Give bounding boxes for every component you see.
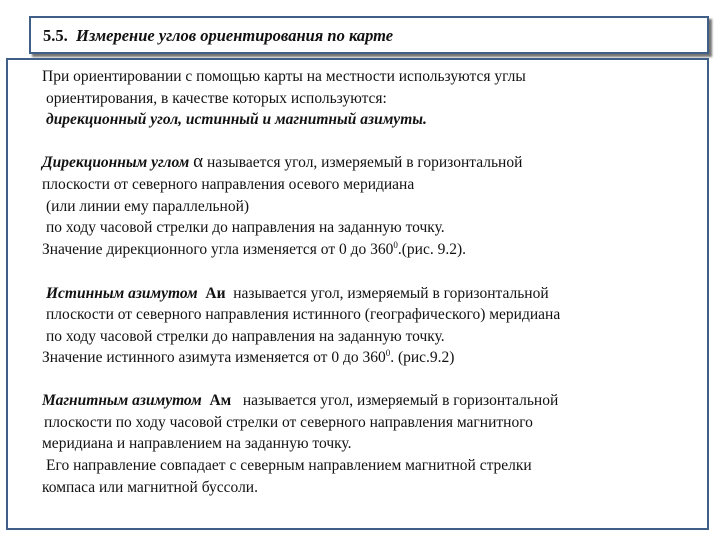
alpha-symbol: α [193,151,204,172]
true-azimuth-fig-ref: . (рис.9.2) [390,349,455,366]
section-title-text: Измерение углов ориентирования по карте [76,26,394,45]
degree-sup: 0 [385,348,391,358]
directional-line-5 [42,241,466,259]
true-azimuth-term: Истинным азимутом [46,285,198,302]
intro-line-1: При ориентировании с помощью карты на местности используются углы [42,68,526,85]
magnetic-azimuth-line-1 [42,392,558,410]
magnetic-azimuth-line-1-rest: называется угол, измеряемый в горизонтальной [242,392,559,409]
true-azimuth-line-2: плоскости от северного направления истинного (географического) меридиана [46,306,561,323]
magnetic-azimuth-term: Магнитным азимутом [42,392,202,409]
directional-term: Дирекционным углом [42,154,190,171]
section-title-box [29,16,709,54]
directional-line-2: плоскости от северного направления осевого меридиана [42,176,415,193]
true-azimuth-line-1-rest: называется угол, измеряемый в горизонтальной [233,285,549,302]
directional-line-4: по ходу часовой стрелки до направления на заданную точку. [46,219,445,236]
section-title [43,26,393,46]
degree-sup: 0 [393,240,398,250]
directional-range: Значение дирекционного угла изменяется от 0 до 360 [42,241,394,258]
magnetic-azimuth-symbol: Ам [209,392,232,409]
true-azimuth-line-4 [42,349,454,367]
directional-line-1 [42,153,522,172]
directional-fig-ref: .(рис. 9.2). [397,241,467,258]
true-azimuth-line-3: по ходу часовой стрелки до направления на заданную точку. [46,328,445,345]
true-azimuth-range: Значение истинного азимута изменяется от 0 до 360 [42,349,386,366]
directional-line-3: (или линии ему параллельной) [46,198,250,215]
magnetic-azimuth-line-3: меридиана и направлением на заданную точку. [42,435,352,452]
true-azimuth-line-1 [46,285,549,303]
magnetic-azimuth-line-2: плоскости по ходу часовой стрелки от северного направления магнитного [44,414,533,431]
true-azimuth-symbol: Аи [205,285,226,302]
directional-line-1-rest: называется угол, измеряемый в горизонтальной [207,154,523,171]
magnetic-azimuth-line-5: компаса или магнитной буссоли. [42,479,258,496]
intro-line-2: ориентирования, в качестве которых используются: [46,90,387,107]
intro-line-3: дирекционный угол, истинный и магнитный азимуты. [46,111,427,128]
magnetic-azimuth-line-4: Его направление совпадает с северным направлением магнитной стрелки [46,457,532,474]
section-number: 5.5. [43,26,68,45]
